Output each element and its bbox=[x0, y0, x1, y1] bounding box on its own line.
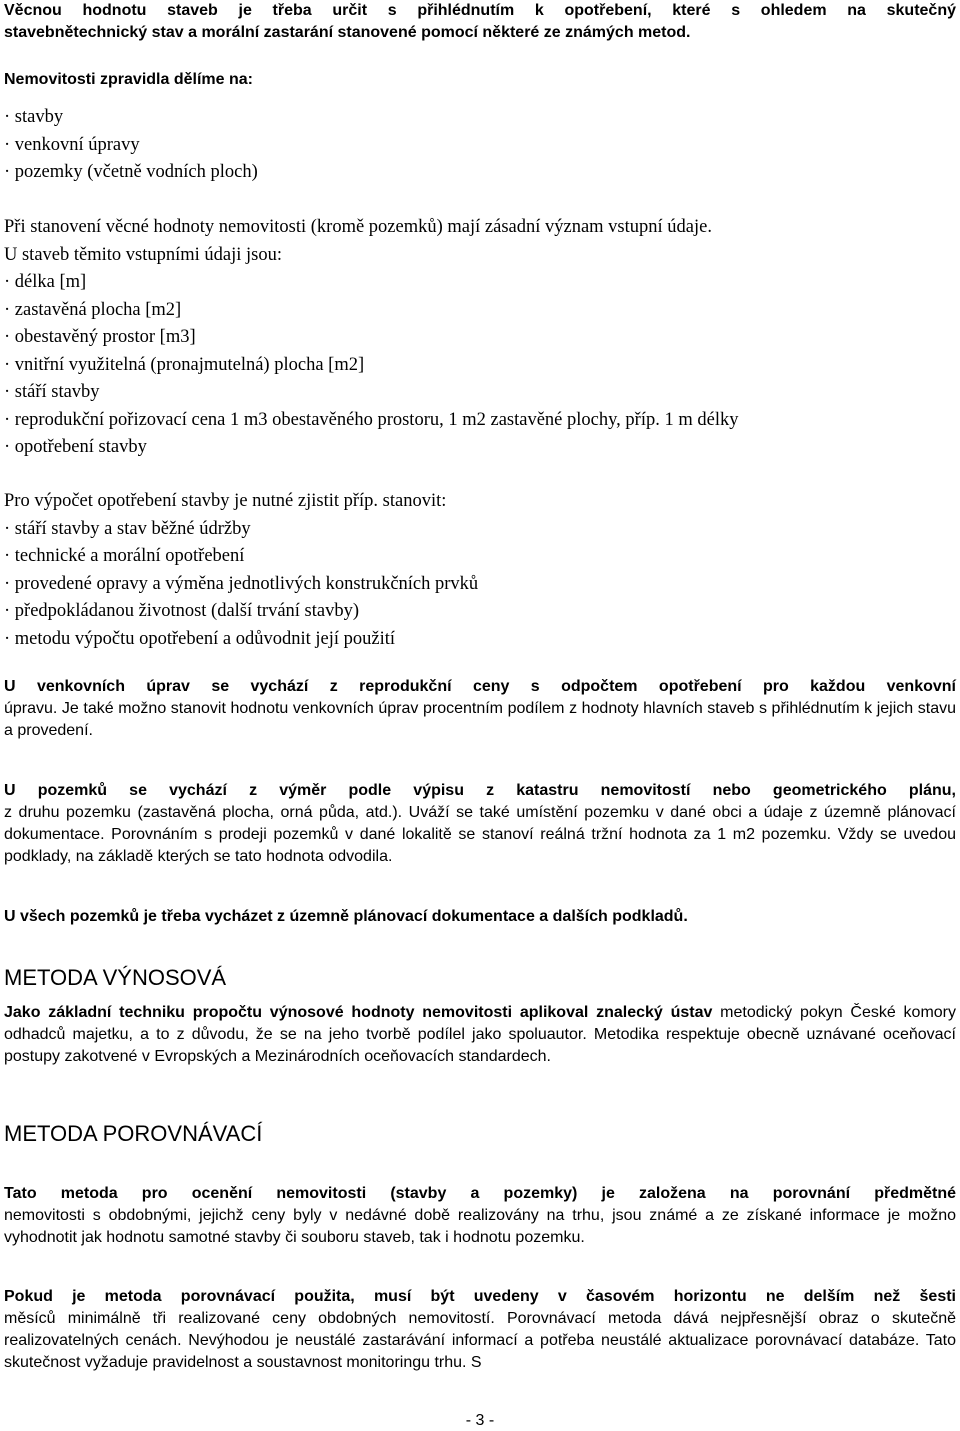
comparative-paragraph-1 bbox=[4, 1183, 956, 1249]
comparative-p1-bold: Tato metoda pro ocenění nemovitosti (stavby a pozemky) je založena na porovnání předmětné bbox=[4, 1185, 956, 1202]
outdoor-bold: U venkovních úprav se vychází z reprodukční ceny s odpočtem opotřebení pro každou venkovní bbox=[4, 678, 956, 695]
land-all-paragraph bbox=[4, 906, 956, 928]
land-bold: U pozemků se vychází z výměr podle výpisu z katastru nemovitostí nebo geometrického plánu, bbox=[4, 782, 956, 799]
list-item: · venkovní úpravy bbox=[4, 134, 140, 155]
comparative-p1-text: nemovitosti s obdobnými, jejichž ceny byly v nedávné době realizovány na trhu, jsou známé a ze získané informace je možno vyhodnotit jak hodnotu samotné stavby či souboru staveb, tak i hodnotu pozemku. bbox=[4, 1207, 956, 1246]
list-item: · pozemky (včetně vodních ploch) bbox=[4, 162, 258, 182]
income-bold: Jako základní techniku propočtu výnosové hodnoty nemovitosti aplikoval znalecký ústav bbox=[4, 1004, 713, 1021]
outdoor-paragraph bbox=[4, 676, 956, 742]
comparative-p2-text: měsíců minimálně tři realizované ceny obdobných nemovitostí. Porovnávací metoda dává nejpřesnější obraz o skutečně realizovatelných cenách. Nevýhodou je neustálé zastarávání informací a potřeba neustálé aktualizace porovnávací databáze. Tato skutečnost vyžaduje pravidelnost a soustavnost monitoringu trhu. S bbox=[4, 1310, 956, 1371]
income-paragraph bbox=[4, 1002, 956, 1068]
list-item: · předpokládanou životnost (další trvání stavby) bbox=[4, 601, 360, 621]
intro-paragraph bbox=[4, 0, 956, 44]
list-item: · reprodukční pořizovací cena 1 m3 obestavěného prostoru, 1 m2 zastavěné plochy, příp. 1 m délky bbox=[4, 409, 739, 430]
list-item: · délka [m] bbox=[4, 272, 87, 292]
inputs-subtitle: U staveb těmito vstupními údaji jsou: bbox=[4, 244, 282, 265]
list-item: · metodu výpočtu opotřebení a odůvodnit její použití bbox=[4, 628, 395, 649]
list-item: · opotřebení stavby bbox=[4, 437, 147, 457]
page-number: - 3 - bbox=[465, 1412, 495, 1429]
land-paragraph bbox=[4, 780, 956, 868]
list-item: · obestavěný prostor [m3] bbox=[4, 327, 196, 347]
list-item: · stáří stavby bbox=[4, 382, 100, 402]
division-list bbox=[4, 104, 956, 187]
division-title-text: Nemovitosti zpravidla dělíme na: bbox=[4, 71, 253, 88]
list-item: · technické a morální opotřebení bbox=[4, 546, 245, 566]
inputs-section bbox=[4, 214, 956, 462]
list-item: · zastavěná plocha [m2] bbox=[4, 299, 182, 320]
comparative-heading: METODA POROVNÁVACÍ bbox=[4, 1121, 263, 1146]
wear-title: Pro výpočet opotřebení stavby je nutné zjistit příp. stanovit: bbox=[4, 491, 447, 511]
list-item: · stáří stavby a stav běžné údržby bbox=[4, 518, 251, 539]
intro-line-1: Věcnou hodnotu staveb je třeba určit s přihlédnutím k opotřebení, které s ohledem na skutečný bbox=[4, 2, 956, 19]
list-item: · stavby bbox=[4, 107, 64, 127]
land-text: z druhu pozemku (zastavěná plocha, orná půda, atd.). Uváží se také umístění pozemku v dané obci a údaje z územně plánovací dokumentace. Porovnáním s prodeji pozemků v dané lokalitě se stanoví reálná tržní hodnota za 1 m2 pozemku. Vždy se uvedou podklady, na základě kterých se tato hodnota odvodila. bbox=[4, 804, 956, 865]
inputs-intro: Při stanovení věcné hodnoty nemovitosti (kromě pozemků) mají zásadní význam vstupní údaje. bbox=[4, 217, 712, 237]
comparative-p2-bold: Pokud je metoda porovnávací použita, musí být uvedeny v časovém horizontu ne delším než šesti bbox=[4, 1288, 956, 1305]
land-all-text: U všech pozemků je třeba vycházet z územně plánovací dokumentace a dalších podkladů. bbox=[4, 908, 688, 925]
list-item: · provedené opravy a výměna jednotlivých konstrukčních prvků bbox=[4, 573, 479, 594]
income-text: metodický pokyn České komory odhadců majetku, a to z důvodu, že se na jeho tvorbě podílel jako spoluautor. Metodika respektuje obecně uznávané oceňovací postupy zakotvené v Evropských a Mezinárodních oceňovacích standardech. bbox=[4, 1004, 956, 1065]
division-title bbox=[4, 69, 956, 91]
intro-line-2: stavebnětechnický stav a morální zastarání stanovené pomocí některé ze známých metod. bbox=[4, 24, 691, 41]
list-item: · vnitřní využitelná (pronajmutelná) plocha [m2] bbox=[4, 354, 365, 375]
income-heading: METODA VÝNOSOVÁ bbox=[4, 965, 227, 990]
wear-section bbox=[4, 488, 956, 653]
comparative-paragraph-2 bbox=[4, 1286, 956, 1374]
outdoor-text: úpravu. Je také možno stanovit hodnotu venkovních úprav procentním podílem z hodnoty hlavních staveb s přihlédnutím k jejich stavu a provedení. bbox=[4, 700, 956, 739]
